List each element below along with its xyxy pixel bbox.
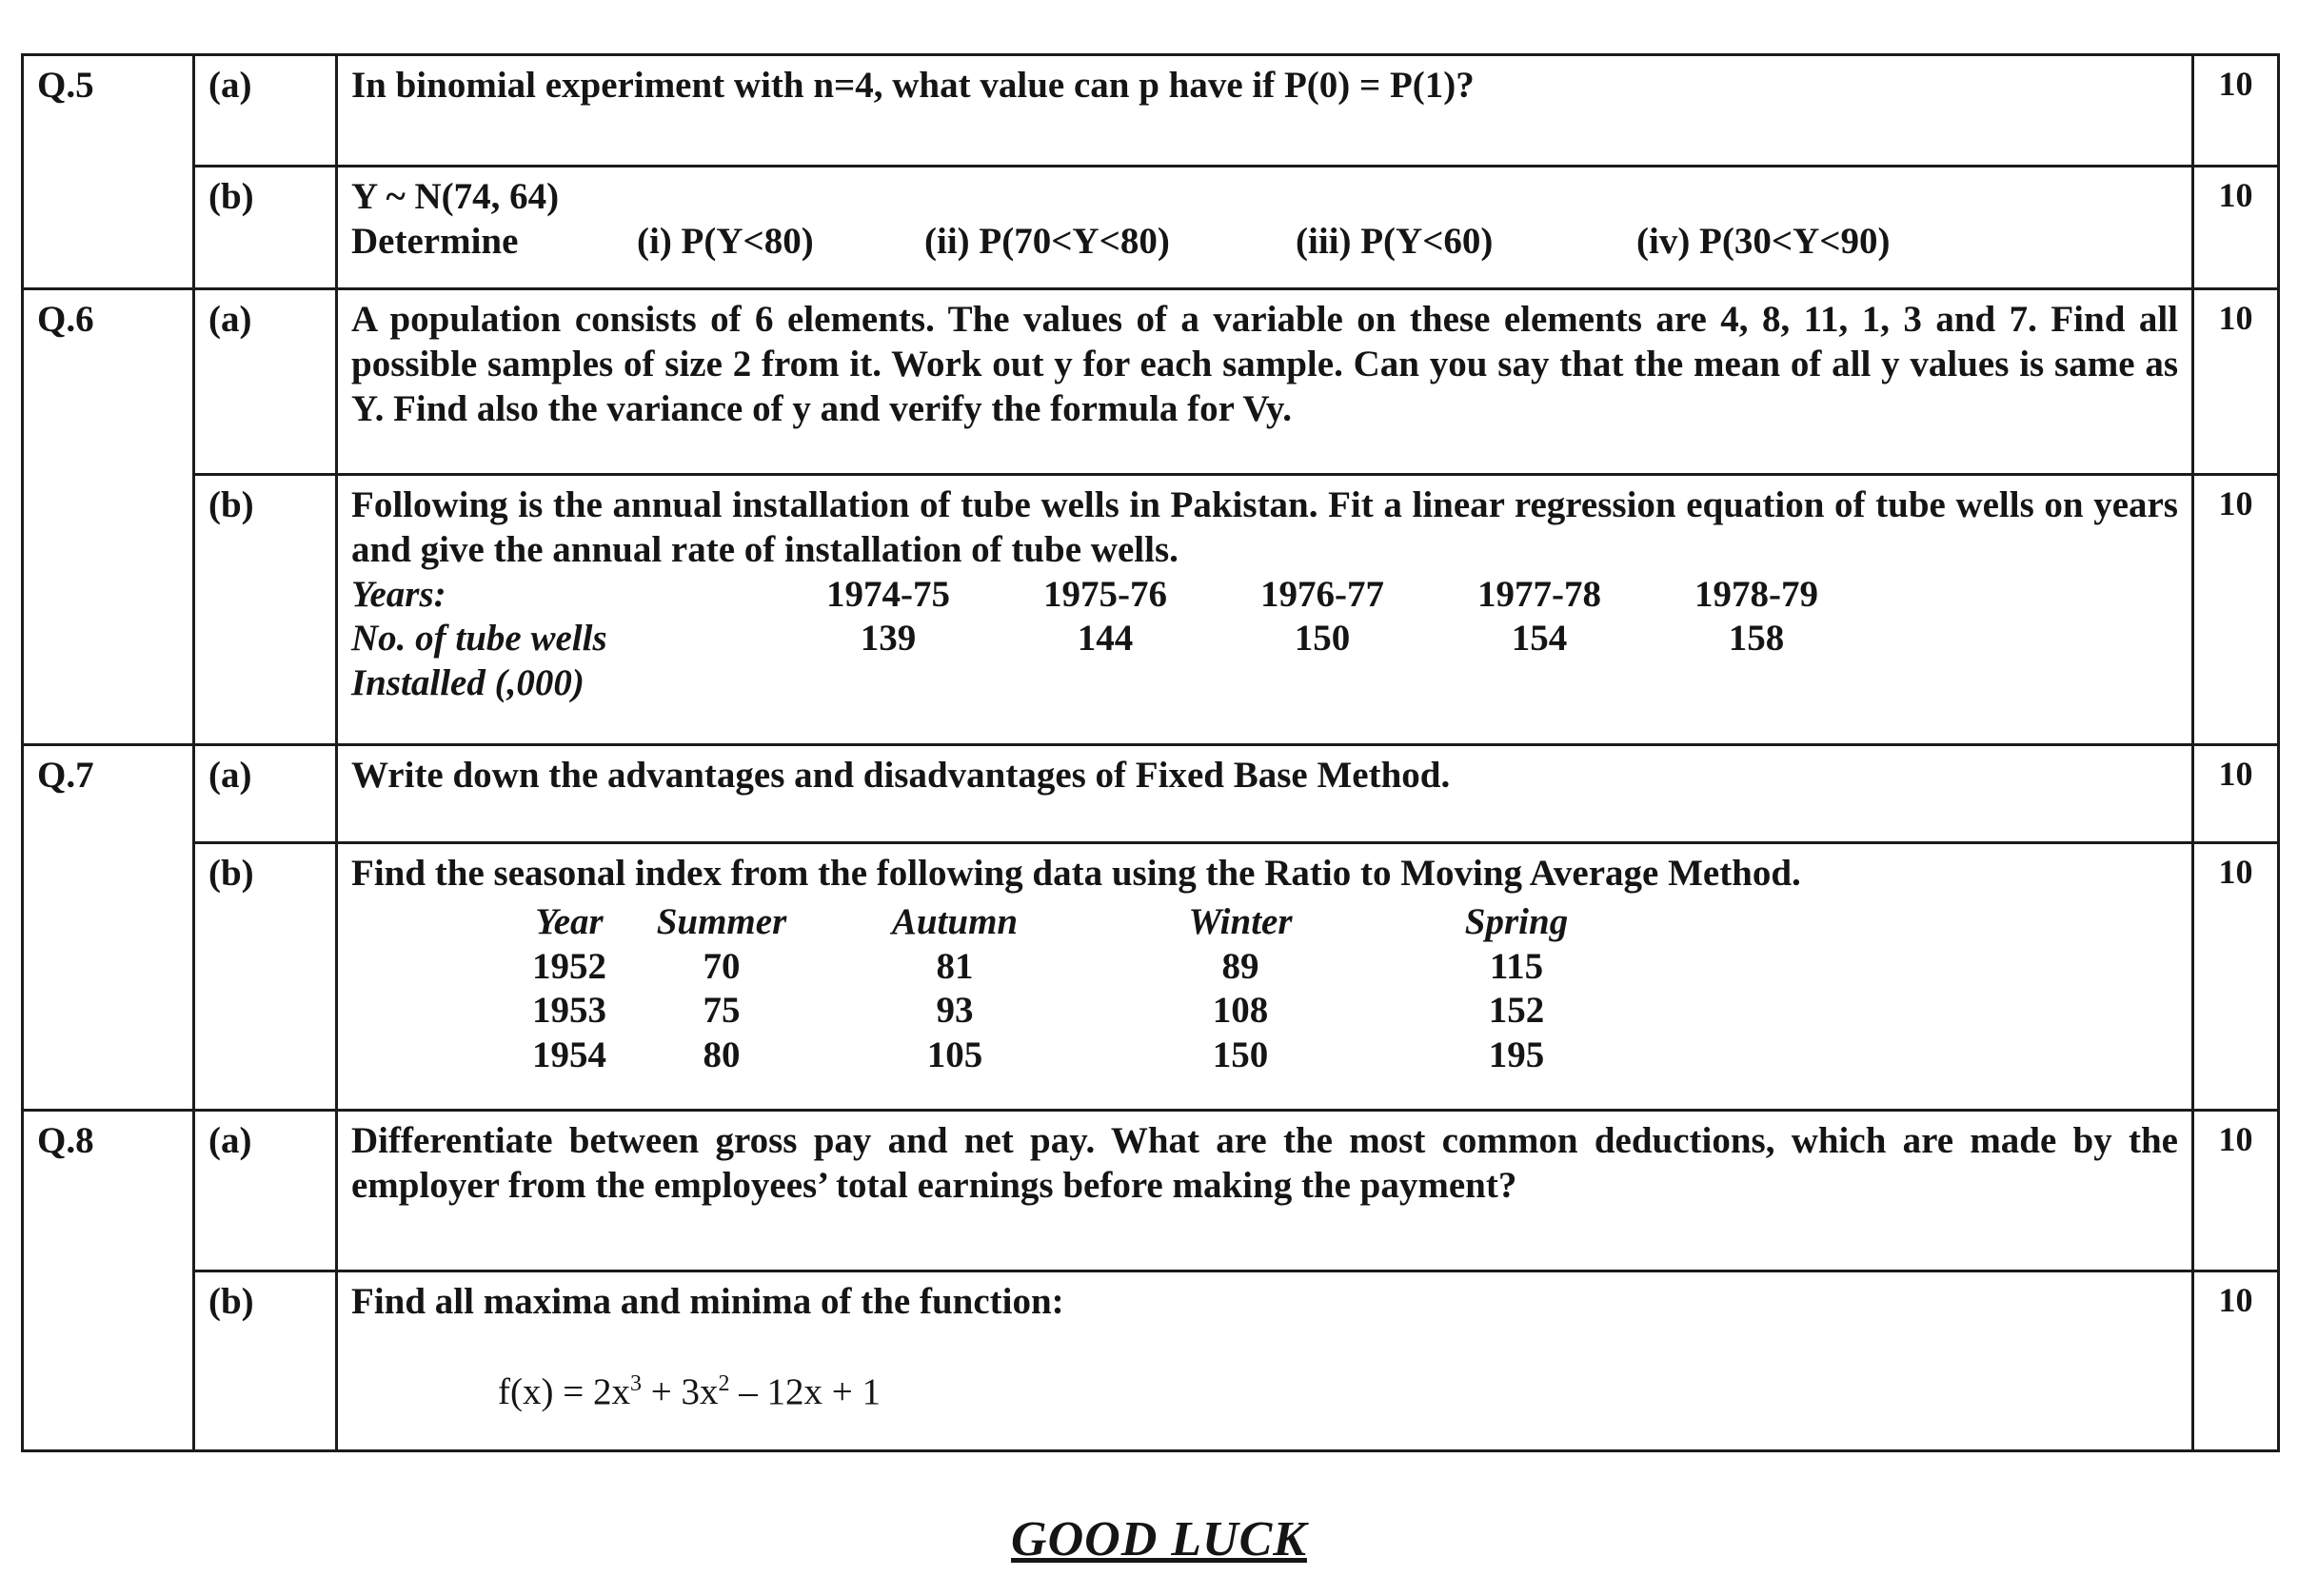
question-body: Following is the annual installation of tube wells in Pakistan. Fit a linear regression equation of tube wells on years and give the annual rate of installation of tube wells.: [351, 484, 2178, 570]
wells-cell: 139: [860, 618, 917, 660]
part-label: (b): [194, 167, 337, 289]
question-row: [23, 475, 2279, 745]
question-text: In binomial experiment with n=4, what value can p have if P(0) = P(1)?: [337, 55, 2193, 167]
question-text: Write down the advantages and disadvantages of Fixed Base Method.: [337, 745, 2193, 843]
years-label: Years:: [351, 573, 446, 615]
probability-item: (i) P(Y<80): [637, 220, 814, 262]
marks: 10: [2193, 1271, 2279, 1451]
wells-cell: 150: [1294, 618, 1351, 660]
question-body: Find the seasonal index from the following data using the Ratio to Moving Average Method.: [351, 853, 1801, 894]
year-cell: 1974-75: [826, 573, 950, 615]
question-row: [23, 1111, 2279, 1271]
question-text: [337, 475, 2193, 745]
wells-unit-label: Installed (,000): [351, 662, 584, 704]
wells-cell: 144: [1077, 618, 1134, 660]
wells-cell: 158: [1728, 618, 1785, 660]
data-cell: 108: [1212, 990, 1269, 1032]
year-cell: 1976-77: [1260, 573, 1384, 615]
header-cell: Summer: [656, 900, 787, 942]
question-text: Differentiate between gross pay and net pay. What are the most common deductions, which are made by the employer from the employees’ total earnings before making the payment?: [337, 1111, 2193, 1271]
question-text: [337, 167, 2193, 289]
marks: 10: [2193, 289, 2279, 475]
header-cell: Spring: [1464, 900, 1569, 942]
probability-item: (iv) P(30<Y<90): [1636, 220, 1891, 262]
distribution-line: Y ~ N(74, 64): [351, 176, 560, 217]
marks: 10: [2193, 167, 2279, 289]
question-row: [23, 55, 2279, 167]
wells-cell: 154: [1511, 618, 1568, 660]
determine-label: Determine: [351, 220, 519, 262]
question-row: [23, 167, 2279, 289]
year-cell: 1978-79: [1694, 573, 1818, 615]
wells-row: [351, 617, 1865, 661]
formula-exponent: 3: [629, 1370, 642, 1396]
data-cell: 115: [1489, 945, 1544, 987]
seasonal-data-row: [498, 1034, 1659, 1078]
question-number: Q.6: [23, 289, 194, 745]
data-cell: 75: [703, 990, 741, 1032]
data-cell: 195: [1488, 1034, 1545, 1076]
tube-wells-table: [351, 573, 1865, 706]
question-text: [337, 1271, 2193, 1451]
header-cell: Autumn: [891, 900, 1019, 942]
data-cell: 105: [926, 1034, 983, 1076]
determine-row: [351, 220, 2178, 265]
question-row: [23, 843, 2279, 1111]
question-row: [23, 745, 2279, 843]
question-number: Q.5: [23, 55, 194, 289]
part-label: (b): [194, 475, 337, 745]
question-number: Q.8: [23, 1111, 194, 1451]
data-cell: 152: [1488, 990, 1545, 1032]
closing-text: GOOD LUCK: [1011, 1512, 1307, 1566]
marks: 10: [2193, 745, 2279, 843]
seasonal-data-table: [498, 900, 1659, 1078]
question-text: A population consists of 6 elements. The values of a variable on these elements are 4, 8, 11, 1, 3 and 7. Find all possible samples of size 2 from it. Work out y for each sample. Can you say that the mean of all y values is same as Y. Find also the variance of y and verify the formula for Vy.: [337, 289, 2193, 475]
part-label: (a): [194, 55, 337, 167]
year-cell: 1975-76: [1043, 573, 1167, 615]
question-text: [337, 843, 2193, 1111]
part-label: (a): [194, 289, 337, 475]
part-label: (b): [194, 843, 337, 1111]
data-cell: 1953: [532, 990, 606, 1032]
part-label: (a): [194, 1111, 337, 1271]
part-label: (a): [194, 745, 337, 843]
data-cell: 1952: [532, 945, 606, 987]
formula-part: f(x) = 2x: [498, 1370, 630, 1412]
question-number: Q.7: [23, 745, 194, 1111]
years-row: [351, 573, 1865, 618]
question-table: [21, 53, 2280, 1452]
header-cell: Year: [535, 900, 604, 942]
data-cell: 89: [1221, 945, 1259, 987]
formula-exponent: 2: [718, 1370, 730, 1396]
seasonal-header-row: [498, 900, 1659, 945]
probability-item: (iii) P(Y<60): [1296, 220, 1494, 262]
marks: 10: [2193, 843, 2279, 1111]
marks: 10: [2193, 1111, 2279, 1271]
question-body: Find all maxima and minima of the function:: [351, 1281, 1064, 1322]
data-cell: 81: [936, 945, 974, 987]
formula-part: – 12x + 1: [729, 1370, 881, 1412]
marks: 10: [2193, 475, 2279, 745]
question-row: [23, 1271, 2279, 1451]
wells-label: No. of tube wells: [351, 618, 607, 660]
seasonal-data-row: [498, 945, 1659, 990]
question-row: [23, 289, 2279, 475]
part-label: (b): [194, 1271, 337, 1451]
year-cell: 1977-78: [1477, 573, 1601, 615]
function-formula: [498, 1370, 2178, 1415]
data-cell: 1954: [532, 1034, 606, 1076]
formula-part: + 3x: [641, 1370, 719, 1412]
marks: 10: [2193, 55, 2279, 167]
data-cell: 150: [1212, 1034, 1269, 1076]
seasonal-data-row: [498, 989, 1659, 1034]
data-cell: 80: [703, 1034, 741, 1076]
data-cell: 70: [703, 945, 741, 987]
header-cell: Winter: [1188, 900, 1293, 942]
wells-unit-row: [351, 661, 1865, 706]
data-cell: 93: [936, 990, 974, 1032]
probability-item: (ii) P(70<Y<80): [924, 220, 1170, 262]
